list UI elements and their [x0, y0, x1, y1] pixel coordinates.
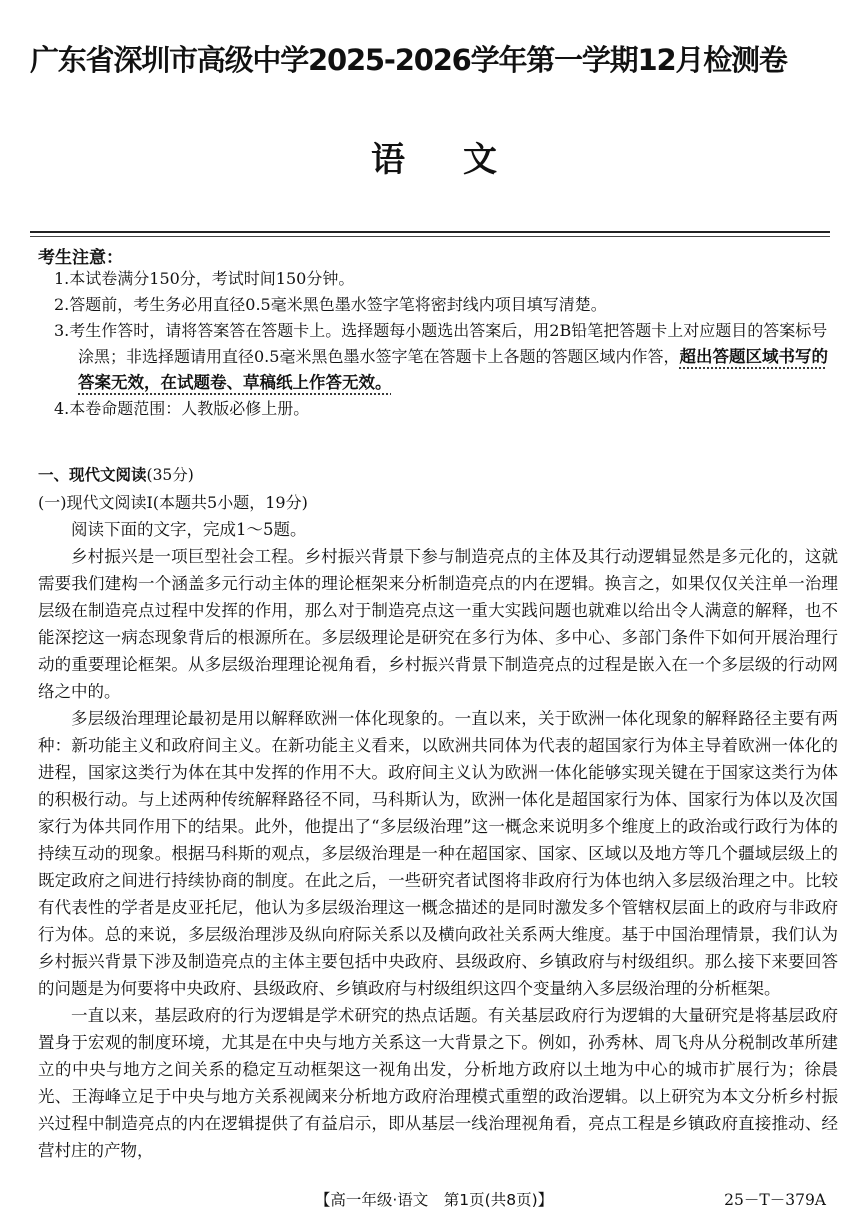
header-divider-thin	[30, 236, 830, 237]
reading-instruction: 阅读下面的文字，完成1～5题。	[71, 520, 307, 539]
notice-item-3	[38, 318, 838, 396]
header-divider-thick	[30, 231, 830, 233]
section-points: (35分)	[146, 466, 194, 484]
section-title: 一、现代文阅读	[38, 466, 147, 484]
notice-item-3-emphasis: 超出答题区域书写的答案无效，在试题卷、草稿纸上作答无效。	[78, 347, 828, 392]
footer-page-info: 【高一年级·语文 第1页(共8页)】	[314, 1191, 554, 1209]
footer-paper-code: 25－T－379A	[724, 1191, 826, 1209]
section-heading	[38, 462, 838, 489]
passage-paragraph-3: 一直以来，基层政府的行为逻辑是学术研究的热点话题。有关基层政府行为逻辑的大量研究是将基层政府置身于宏观的制度环境，尤其是在中央与地方关系这一大背景之下。例如，孙秀林、周飞舟从分税制改革所建立的中央与地方之间关系的稳定互动框架这一视角出发，分析地方政府以土地为中心的城市扩展行为；徐晨光、王海峰立足于中央与地方关系视阈来分析地方政府治理模式重塑的政治逻辑。以上研究为本文分析乡村振兴过程中制造亮点的内在逻辑提供了有益启示，即从基层一线治理视角看，亮点工程是乡镇政府直接推动、经营村庄的产物，	[38, 1006, 838, 1160]
reading-section	[38, 462, 838, 1164]
passage-paragraph-2: 多层级治理理论最初是用以解释欧洲一体化现象的。一直以来，关于欧洲一体化现象的解释路径主要有两种：新功能主义和政府间主义。在新功能主义看来，以欧洲共同体为代表的超国家行为体主导着欧洲一体化的进程，国家这类行为体在其中发挥的作用不大。政府间主义认为欧洲一体化能够实现关键在于国家这类行为体的积极行动。与上述两种传统解释路径不同，马科斯认为，欧洲一体化是超国家行为体、国家行为体以及次国家行为体共同作用下的结果。此外，他提出了“多层级治理”这一概念来说明多个维度上的政治或行政行为体的持续互动的现象。根据马科斯的观点，多层级治理是一种在超国家、国家、区域以及地方等几个疆域层级上的既定政府之间进行持续协商的制度。在此之后，一些研究者试图将非政府行为体也纳入多层级治理之中。比较有代表性的学者是皮亚托尼，他认为多层级治理这一概念描述的是同时激发多个管辖权层面上的政府与非政府行为体。总的来说，多层级治理涉及纵向府际关系以及横向政社关系两大维度。基于中国治理情景，我们认为乡村振兴背景下涉及制造亮点的主体主要包括中央政府、县级政府、乡镇政府与村级组织。那么接下来要回答的问题是为何要将中央政府、县级政府、乡镇政府与村级组织这四个变量纳入多层级治理的分析框架。	[38, 709, 838, 998]
notice-item-2: 2.答题前，考生务必用直径0.5毫米黑色墨水签字笔将密封线内项目填写清楚。	[54, 295, 607, 314]
notice-heading: 考生注意：	[38, 248, 123, 268]
notice-list	[38, 266, 838, 422]
page-footer	[0, 1188, 868, 1212]
exam-title: 广东省深圳市高级中学2025-2026学年第一学期12月检测卷	[30, 43, 787, 77]
subsection-heading: (一)现代文阅读Ⅰ(本题共5小题，19分)	[38, 493, 308, 512]
subject-title: 语文	[371, 140, 555, 180]
notice-item-4: 4.本卷命题范围：人教版必修上册。	[54, 399, 310, 418]
passage-paragraph-1: 乡村振兴是一项巨型社会工程。乡村振兴背景下参与制造亮点的主体及其行动逻辑显然是多元化的，这就需要我们建构一个涵盖多元行动主体的理论框架来分析制造亮点的内在逻辑。换言之，如果仅仅关注单一治理层级在制造亮点过程中发挥的作用，那么对于制造亮点这一重大实践问题也就难以给出令人满意的解释，也不能深挖这一病态现象背后的根源所在。多层级理论是研究在多行为体、多中心、多部门条件下如何开展治理行动的重要理论框架。从多层级治理理论视角看，乡村振兴背景下制造亮点的过程是嵌入在一个多层级的行动网络之中的。	[38, 547, 838, 701]
notice-item-1: 1.本试卷满分150分，考试时间150分钟。	[54, 269, 355, 288]
notice-item-3-text: 3.考生作答时，请将答案答在答题卡上。选择题每小题选出答案后，用2B铅笔把答题卡上对应题目的答案标号涂黑；非选择题请用直径0.5毫米黑色墨水签字笔在答题卡上各题的答题区域内作答，	[54, 321, 828, 366]
